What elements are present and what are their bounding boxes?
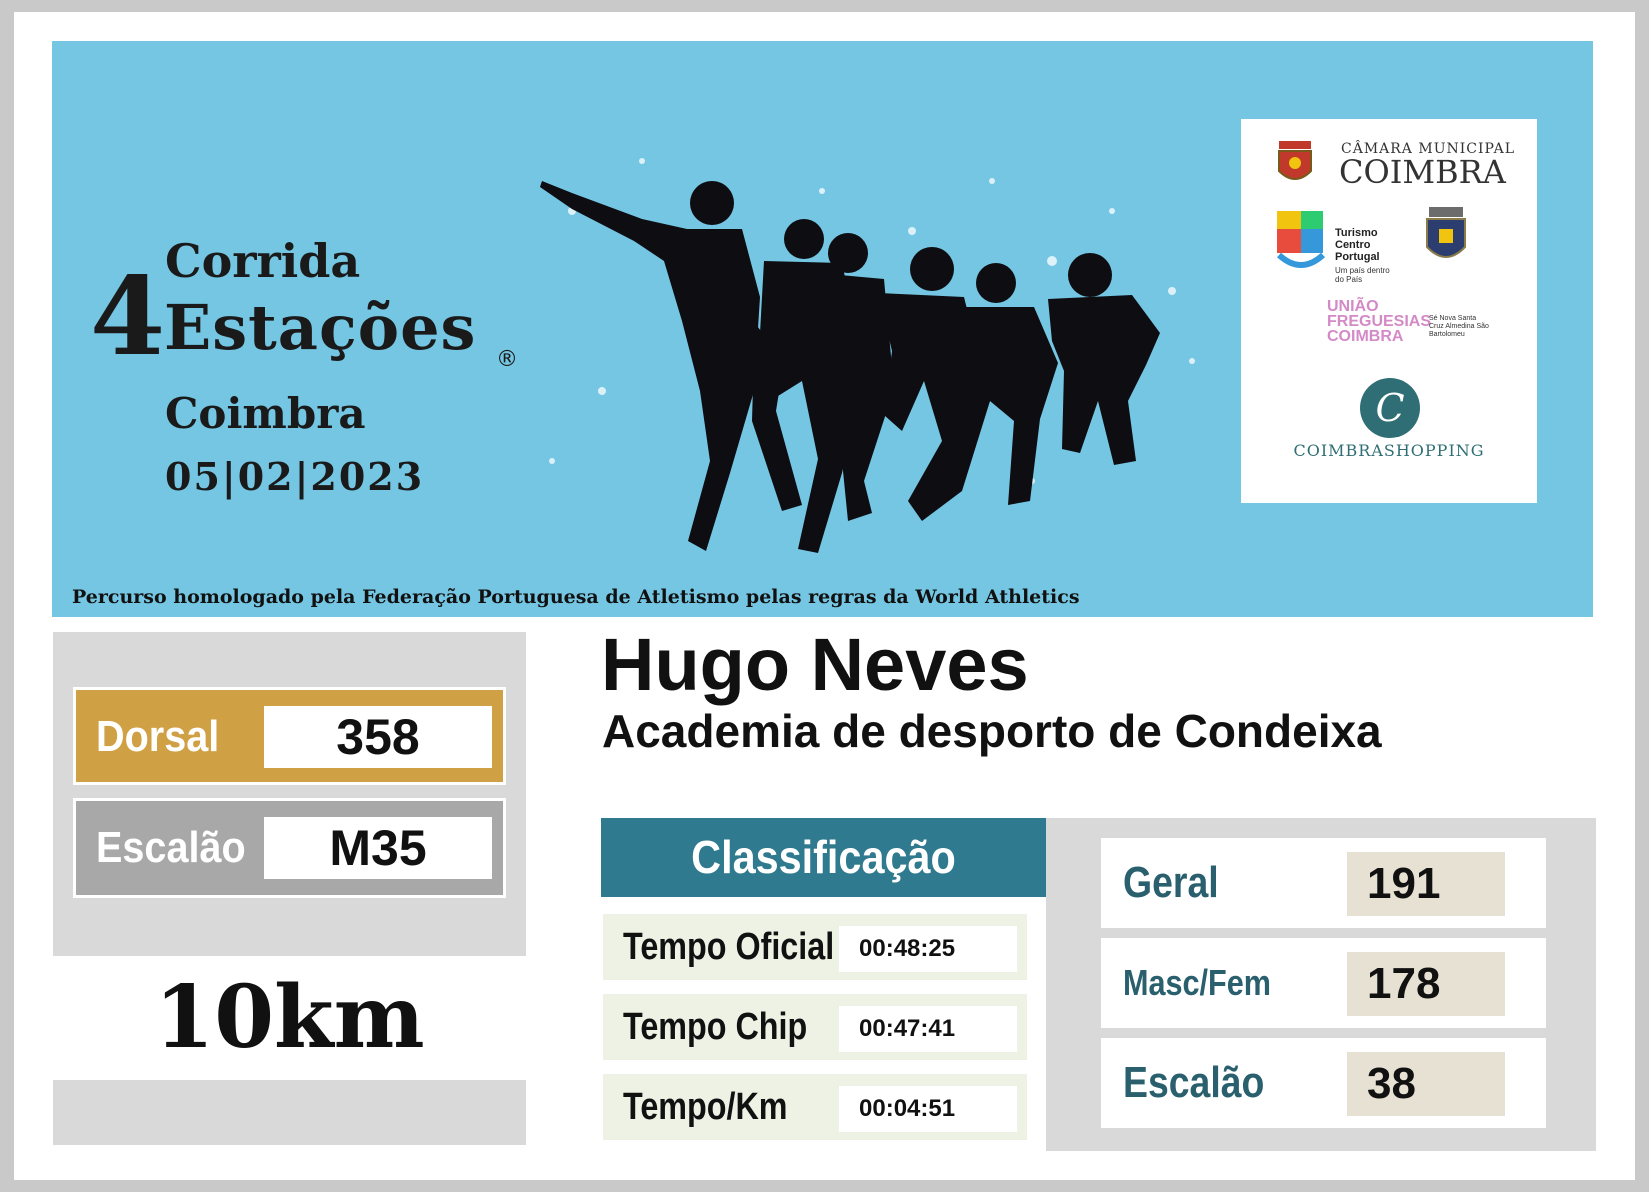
left-bottom-strip [53,1080,526,1145]
time-row-chip [603,994,1027,1060]
category-value: M35 [264,817,492,879]
time-value: 00:04:51 [839,1086,1017,1132]
cs-name: COIMBRASHOPPING [1293,441,1485,460]
tcp-name: Turismo Centro Portugal [1335,227,1380,263]
turismo-centro-portugal-icon [1275,209,1327,275]
rank-value: 191 [1347,852,1505,916]
homologation-text: Percurso homologado pela Federação Portuguesa de Atletismo pelas regras da World Athletics [72,586,1080,608]
time-label: Tempo Oficial [623,926,835,968]
category-box [73,798,506,898]
rank-value: 178 [1347,952,1505,1016]
time-value: 00:48:25 [839,926,1017,972]
event-title-number: 4 [90,254,166,380]
classification-header [601,818,1046,897]
bib-panel [53,632,526,956]
event-date: 05|02|2023 [165,454,425,499]
coat-of-arms-icon [1419,205,1473,275]
rank-row-category [1101,1038,1546,1128]
bib-label: Dorsal [96,712,220,761]
bib-value: 358 [264,706,492,768]
time-row-official [603,914,1027,980]
rank-row-gender [1101,938,1546,1028]
cmc-name: COIMBRA [1339,153,1506,191]
athlete-club: Academia de desporto de Condeixa [602,705,1382,757]
cs-letter: C [1375,386,1405,430]
time-label: Tempo/Km [623,1086,788,1128]
registered-mark: ® [496,347,518,372]
time-label: Tempo Chip [623,1006,808,1048]
coat-of-arms-icon [1269,137,1321,191]
rank-label: Escalão [1123,1058,1265,1107]
event-banner [52,41,1593,617]
category-label: Escalão [96,823,246,872]
bib-box [73,687,506,785]
rank-label: Geral [1123,858,1219,907]
rank-row-overall [1101,838,1546,928]
rank-value: 38 [1347,1052,1505,1116]
tcp-sub: Um país dentro do País [1335,266,1390,284]
distance-value: 10km [154,967,425,1068]
rank-label: Masc/Fem [1123,962,1271,1003]
runners-silhouette-icon [492,101,1252,591]
rank-panel [1046,818,1596,1151]
sponsors-panel [1241,119,1537,503]
event-title-line2: Estações [164,291,477,364]
time-value: 00:47:41 [839,1006,1017,1052]
event-city: Coimbra [165,389,366,438]
classification-title: Classificação [691,831,956,883]
coimbrashopping-logo-icon [1359,377,1421,439]
distance-panel [53,956,526,1080]
uf-name: UNIÃO FREGUESIAS COIMBRA [1327,298,1432,345]
uf-sub: Sé Nova Santa Cruz Almedina São Bartolomeu [1429,315,1489,338]
time-row-pace [603,1074,1027,1140]
athlete-name: Hugo Neves [601,623,1029,706]
cmc-top-text: CÂMARA MUNICIPAL [1341,141,1516,157]
event-title-line1: Corrida [165,234,361,288]
